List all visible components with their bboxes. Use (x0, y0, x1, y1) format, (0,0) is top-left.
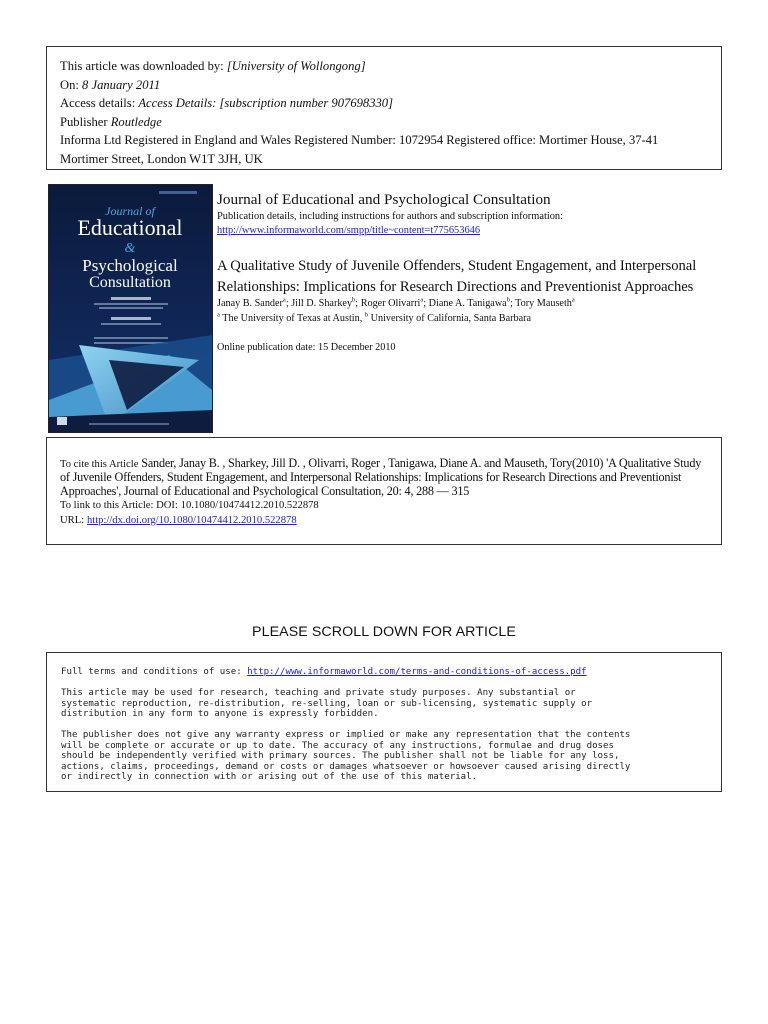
citation-paragraph (60, 457, 709, 498)
cover-title-line4: Psychological (82, 256, 178, 275)
cite-label: To cite this Article (60, 459, 139, 470)
affiliation-mark-b: b (364, 311, 369, 319)
affiliation-mark-a: a (217, 311, 220, 319)
terms-link[interactable]: http://www.informaworld.com/terms-and-conditions-of-access.pdf (247, 667, 587, 677)
cover-title-line5: Consultation (89, 274, 171, 291)
downloaded-by-value: [University of Wollongong] (226, 59, 366, 73)
author-name: Janay B. Sander (217, 298, 283, 309)
terms-intro-line (61, 667, 709, 678)
scroll-down-banner: PLEASE SCROLL DOWN FOR ARTICLE (252, 624, 516, 640)
terms-box (46, 652, 722, 792)
publisher-line (60, 113, 709, 132)
author-name: Diane A. Tanigawa (428, 298, 507, 309)
affiliation-a: The University of Texas at Austin, (222, 312, 363, 324)
terms-intro-label: Full terms and conditions of use: (61, 667, 248, 677)
journal-link[interactable]: http://www.informaworld.com/smpp/title~content=t775653646 (217, 225, 481, 236)
journal-title: Journal of Educational and Psychological Consultation (217, 191, 551, 208)
affiliations (217, 312, 717, 327)
publisher-value: Routledge (110, 114, 162, 129)
url-line (60, 513, 709, 527)
author-affiliation-mark: a (571, 296, 575, 304)
registered-office-line: Informa Ltd Registered in England and Wales Registered Number: 1072954 Registered office: Mortimer House, 37-41 Mortimer Street, London W1T 3JH, UK (60, 133, 659, 166)
download-date-label: On: (60, 77, 83, 92)
author-name: Roger Olivarri (360, 298, 421, 309)
download-date-value: 8 January 2011 (82, 77, 161, 92)
author-name: Tory Mauseth (515, 298, 572, 309)
affiliation-b: University of California, Santa Barbara (370, 312, 532, 324)
terms-usage-paragraph: This article may be used for research, teaching and private study purposes. Any substantial or systematic reproduction, re-distribution, re-selling, loan or sub-licensing, systematic supply or distribution in any form to anyone is expressly forbidden. (61, 688, 593, 719)
author-affiliation-mark: a (282, 296, 286, 304)
terms-disclaimer-paragraph: The publisher does not give any warranty express or implied or make any representation that the contents will be complete or accurate or up to date. The accuracy of any instructions, formulae and drug doses should be independently verified with primary sources. The publisher shall not be liable for any loss, actions, claims, proceedings, demand or costs or damages whatsoever or howsoever caused arising directly or indirectly in connection with or arising out of the use of this material. (61, 730, 631, 782)
journal-metadata (217, 190, 717, 355)
author-affiliation-mark: b (506, 296, 510, 304)
author-name: Jill D. Sharkey (291, 298, 353, 309)
publication-details-text: Publication details, including instructions for authors and subscription information: (217, 211, 564, 222)
access-details-line (60, 94, 709, 113)
downloaded-by-line (60, 57, 709, 76)
cover-title-line2: Educational (77, 215, 183, 240)
downloaded-by-label: This article was downloaded by: (60, 59, 227, 73)
author-list: Janay B. Sander$^a$; Jill D. Sharkey$^b$; Roger Olivarri$^a$; Diane A. Tanigawa$^b$; Tory Mauseth$^a$ (217, 296, 575, 309)
citation-text: Sander, Janay B. , Sharkey, Jill D. , Olivarri, Roger , Tanigawa, Diane A. and Mauseth, Tory(2010) 'A Qualitative Study of Juvenile Offenders, Student Engagement, and Interpersonal Relationships: Implications for Research Directions and Preventionist Approaches', Journal of Educational and Psychological Consultation, 20: 4, 288 — 315 (60, 456, 702, 498)
download-info-box (46, 46, 722, 170)
doi-line (60, 498, 709, 512)
article-title: A Qualitative Study of Juvenile Offenders, Student Engagement, and Interpersonal Relationships: Implications for Research Directions and Preventionist Approaches (217, 258, 697, 295)
citation-box (46, 437, 722, 545)
author-affiliation-mark: a (420, 296, 424, 304)
doi-value: 10.1080/10474412.2010.522878 (180, 500, 319, 512)
access-details-label: Access details: (60, 96, 139, 111)
doi-url-link[interactable]: http://dx.doi.org/10.1080/10474412.2010.522878 (87, 514, 297, 526)
publisher-label: Publisher (60, 114, 111, 129)
download-date-line (60, 76, 709, 95)
access-details-value: Access Details: [subscription number 907698330] (138, 96, 393, 111)
online-publication-date: Online publication date: 15 December 2010 (217, 342, 396, 353)
cover-title-line1: Journal of (105, 204, 155, 218)
cover-title-line3: & (124, 241, 136, 256)
journal-cover-image (48, 184, 213, 433)
doi-label: To link to this Article: DOI: (60, 500, 178, 512)
url-label: URL: (60, 514, 85, 526)
author-affiliation-mark: b (352, 296, 356, 304)
